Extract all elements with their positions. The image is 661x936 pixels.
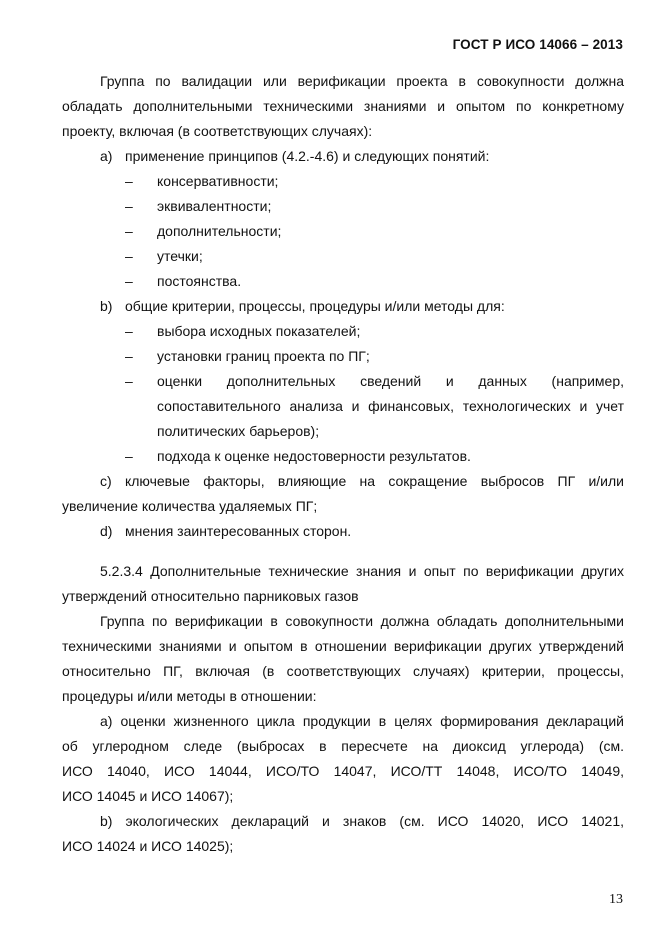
list-label-a: a) — [100, 148, 113, 164]
list-item: выбора исходных показателей; — [157, 323, 361, 339]
paragraph-line: Группа по верификации в совокупности должна обладать дополнительными — [100, 613, 624, 629]
standard-header: ГОСТ Р ИСО 14066 – 2013 — [452, 37, 623, 52]
list-item: консервативности; — [157, 173, 279, 189]
dash-bullet: – — [125, 348, 133, 364]
paragraph-line: относительно ПГ, включая (в соответствующих случаях) критерии, процессы, — [62, 663, 624, 679]
paragraph-line: Группа по валидации или верификации проекта в совокупности должна — [100, 73, 624, 89]
dash-bullet: – — [125, 373, 133, 389]
section-heading-continuation: утверждений относительно парниковых газов — [62, 588, 359, 604]
list-item: утечки; — [157, 248, 203, 264]
list-item: постоянства. — [157, 273, 242, 289]
list-item-c: c) ключевые факторы, влияющие на сокращение выбросов ПГ и/или — [100, 473, 624, 489]
paragraph-line: процедуры и/или методы в отношении: — [62, 688, 317, 704]
list-label-b: b) — [100, 298, 113, 314]
list-item-continuation: сопоставительного анализа и финансовых, технологических и учет — [157, 398, 624, 414]
paragraph-line: обладать дополнительными техническими знаниями и опытом по конкретному — [62, 98, 624, 114]
list-item: дополнительности; — [157, 223, 282, 239]
dash-bullet: – — [125, 223, 133, 239]
list-text-b: общие критерии, процессы, процедуры и/или методы для: — [125, 298, 505, 314]
list-text-a: применение принципов (4.2.-4.6) и следующих понятий: — [125, 148, 490, 164]
list-label-d: d) — [100, 523, 113, 539]
section-heading: 5.2.3.4 Дополнительные технические знания и опыт по верификации других — [100, 563, 624, 579]
list-item: эквивалентности; — [157, 198, 272, 214]
list-item-c-continuation: увеличение количества удаляемых ПГ; — [62, 498, 318, 514]
list-item-a-continuation: об углеродном следе (выбросах в пересчете на диоксид углерода) (см. — [62, 738, 624, 754]
dash-bullet: – — [125, 198, 133, 214]
dash-bullet: – — [125, 248, 133, 264]
list-item-b-continuation: ИСО 14024 и ИСО 14025); — [62, 838, 234, 854]
list-text-d: мнения заинтересованных сторон. — [125, 523, 352, 539]
dash-bullet: – — [125, 173, 133, 189]
paragraph-line: техническими знаниями и опытом в отношении верификации других утверждений — [62, 638, 624, 654]
paragraph-line: проекту, включая (в соответствующих случаях): — [62, 123, 373, 139]
list-item-b: b) экологических деклараций и знаков (см. ИСО 14020, ИСО 14021, — [100, 813, 624, 829]
dash-bullet: – — [125, 323, 133, 339]
list-item-a-continuation: ИСО 14040, ИСО 14044, ИСО/ТО 14047, ИСО/ТТ 14048, ИСО/ТО 14049, — [62, 763, 624, 779]
list-item: установки границ проекта по ПГ; — [157, 348, 370, 364]
list-item: оценки дополнительных сведений и данных (например, — [157, 373, 624, 389]
page-number: 13 — [609, 892, 623, 907]
list-item-continuation: политических барьеров); — [157, 423, 320, 439]
dash-bullet: – — [125, 273, 133, 289]
list-item-a-continuation: ИСО 14045 и ИСО 14067); — [62, 788, 234, 804]
list-item: подхода к оценке недостоверности результатов. — [157, 448, 471, 464]
dash-bullet: – — [125, 448, 133, 464]
list-item-a: a) оценки жизненного цикла продукции в целях формирования деклараций — [100, 713, 624, 729]
